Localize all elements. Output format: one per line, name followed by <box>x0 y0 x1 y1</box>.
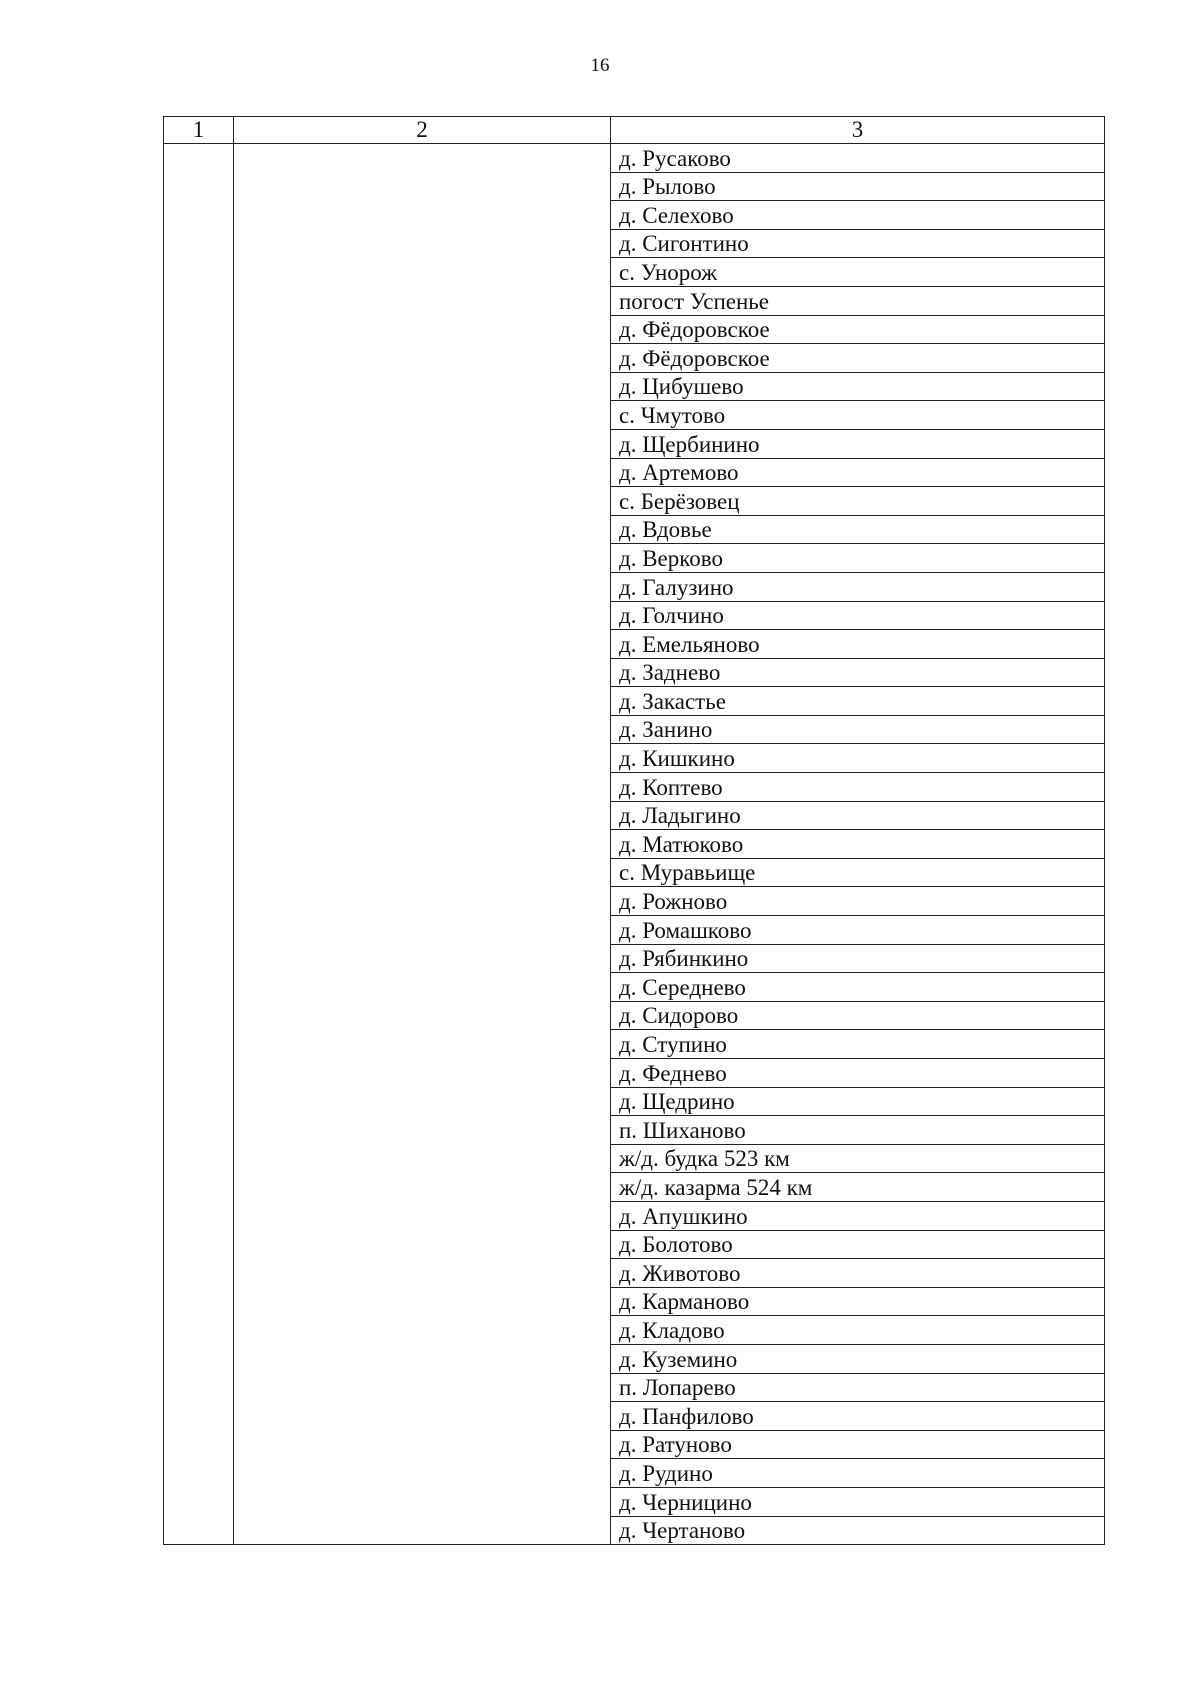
column-header-1: 1 <box>164 117 234 144</box>
settlement-name-cell: д. Цибушево <box>611 372 1105 401</box>
settlement-name-cell: д. Середнево <box>611 973 1105 1002</box>
settlement-name-cell: с. Берёзовец <box>611 487 1105 516</box>
settlement-name-cell: д. Ступино <box>611 1030 1105 1059</box>
settlement-name-cell: д. Галузино <box>611 572 1105 601</box>
settlement-name-cell: д. Болотово <box>611 1230 1105 1259</box>
settlement-name-cell: д. Щедрино <box>611 1087 1105 1116</box>
settlement-name-cell: д. Фёдоровское <box>611 315 1105 344</box>
settlement-name-cell: д. Куземино <box>611 1344 1105 1373</box>
settlement-name-cell: д. Ратуново <box>611 1430 1105 1459</box>
settlement-name-cell: д. Емельяново <box>611 630 1105 659</box>
settlement-name-cell: д. Коптево <box>611 773 1105 802</box>
column-header-2: 2 <box>234 117 611 144</box>
settlement-name-cell: д. Панфилово <box>611 1402 1105 1431</box>
settlement-name-cell: д. Феднево <box>611 1059 1105 1088</box>
settlement-name-cell: с. Муравьище <box>611 858 1105 887</box>
settlement-name-cell: ж/д. будка 523 км <box>611 1144 1105 1173</box>
settlement-name-cell: д. Голчино <box>611 601 1105 630</box>
settlement-name-cell: с. Чмутово <box>611 401 1105 430</box>
settlement-name-cell: д. Сидорово <box>611 1001 1105 1030</box>
settlement-name-cell: д. Занино <box>611 715 1105 744</box>
settlements-table <box>163 116 1105 1545</box>
settlement-name-cell: д. Артемово <box>611 458 1105 487</box>
column-2-merged-cell <box>234 144 611 1545</box>
settlement-name-cell: д. Животово <box>611 1259 1105 1288</box>
table-header <box>164 117 1105 144</box>
settlement-name-cell: д. Русаково <box>611 144 1105 173</box>
settlement-name-cell: д. Заднево <box>611 658 1105 687</box>
settlement-name-cell: д. Апушкино <box>611 1201 1105 1230</box>
settlement-name-cell: д. Ладыгино <box>611 801 1105 830</box>
table-header-row <box>164 117 1105 144</box>
settlement-name-cell: д. Карманово <box>611 1287 1105 1316</box>
settlement-name-cell: п. Шиханово <box>611 1116 1105 1145</box>
settlement-name-cell: д. Чертаново <box>611 1516 1105 1545</box>
settlement-name-cell: д. Рудино <box>611 1459 1105 1488</box>
column-1-merged-cell <box>164 144 234 1545</box>
settlement-name-cell: д. Щербинино <box>611 429 1105 458</box>
settlement-name-cell: д. Рябинкино <box>611 944 1105 973</box>
settlement-name-cell: с. Унорож <box>611 258 1105 287</box>
settlement-name-cell: погост Успенье <box>611 286 1105 315</box>
settlement-name-cell: ж/д. казарма 524 км <box>611 1173 1105 1202</box>
settlement-name-cell: д. Сигонтино <box>611 229 1105 258</box>
settlement-name-cell: д. Кладово <box>611 1316 1105 1345</box>
settlement-name-cell: д. Рылово <box>611 172 1105 201</box>
settlement-name-cell: д. Закастье <box>611 687 1105 716</box>
settlement-name-cell: д. Вдовье <box>611 515 1105 544</box>
settlement-name-cell: д. Матюково <box>611 830 1105 859</box>
table-row <box>164 144 1105 173</box>
settlement-name-cell: д. Верково <box>611 544 1105 573</box>
settlement-name-cell: д. Ромашково <box>611 916 1105 945</box>
table-body <box>164 144 1105 1545</box>
settlement-name-cell: д. Кишкино <box>611 744 1105 773</box>
settlement-name-cell: д. Черницино <box>611 1487 1105 1516</box>
settlement-name-cell: п. Лопарево <box>611 1373 1105 1402</box>
settlement-name-cell: д. Рожново <box>611 887 1105 916</box>
settlement-name-cell: д. Фёдоровское <box>611 344 1105 373</box>
column-header-3: 3 <box>611 117 1105 144</box>
settlement-name-cell: д. Селехово <box>611 201 1105 230</box>
page-number: 16 <box>590 55 610 76</box>
